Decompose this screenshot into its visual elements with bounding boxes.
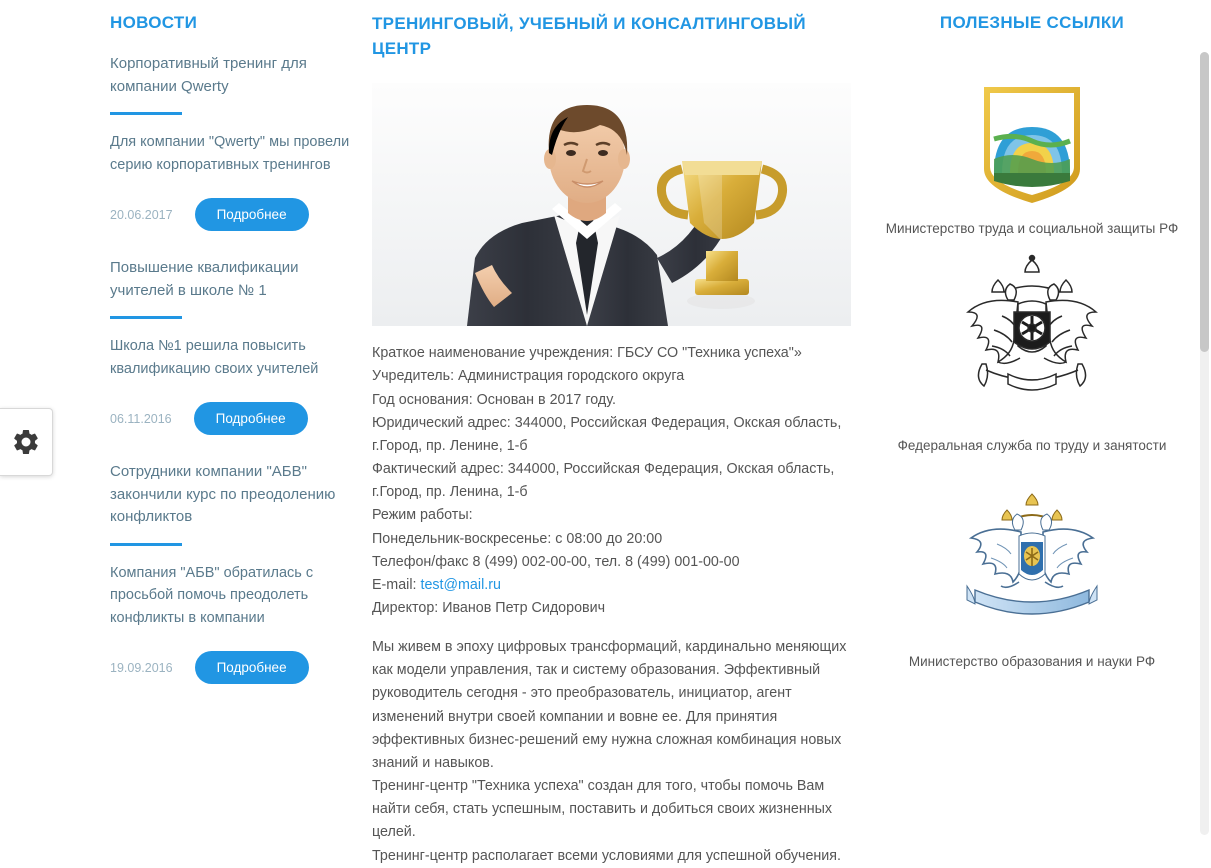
info-line-founded-year: Год основания: Основан в 2017 году. <box>372 391 616 408</box>
minobrnauki-eagle-logo-icon[interactable] <box>957 490 1107 642</box>
news-date: 20.06.2017 <box>110 207 173 222</box>
about-text <box>372 636 864 868</box>
info-line-short-name: Краткое наименование учреждения: ГБСУ СО "Техника успеха"» <box>372 345 802 362</box>
news-more-button[interactable]: Подробнее <box>195 651 309 684</box>
news-column <box>110 4 372 835</box>
news-more-button[interactable]: Подробнее <box>195 198 309 231</box>
news-column-title: НОВОСТИ <box>110 13 198 32</box>
logo-wrapper <box>882 492 1182 642</box>
mintrud-logo-icon[interactable] <box>972 81 1092 209</box>
email-link[interactable]: test@mail.ru <box>420 576 501 593</box>
news-date: 19.09.2016 <box>110 660 173 675</box>
useful-link-item[interactable] <box>882 276 1182 456</box>
news-text: Для компании "Qwerty" мы провели серию корпоративных тренингов <box>110 134 350 173</box>
settings-panel-toggle[interactable] <box>0 408 53 476</box>
info-line-legal-address: Юридический адрес: 344000, Российская Федерация, Окская область, г.Город, пр. Ленине, 1-б <box>372 414 842 454</box>
divider <box>110 112 182 115</box>
useful-link-caption: Министерство труда и социальной защиты РФ <box>885 221 1179 237</box>
gear-icon[interactable] <box>11 427 41 457</box>
news-heading: Корпоративный тренинг для компании Qwerty <box>110 55 307 95</box>
useful-link-item[interactable] <box>882 59 1182 239</box>
news-date: 06.11.2016 <box>110 411 172 426</box>
useful-links-title: ПОЛЕЗНЫЕ ССЫЛКИ <box>939 13 1125 32</box>
hero-image <box>372 83 851 326</box>
info-line-founder: Учредитель: Администрация городского округа <box>372 368 685 385</box>
news-footer <box>110 402 360 435</box>
about-paragraph: Тренинг-центр располагает всеми условиями для успешной обучения. <box>372 847 841 864</box>
news-heading: Повышение квалификации учителей в школе № 1 <box>110 259 299 299</box>
news-text: Компания "АБВ" обратилась с просьбой помочь преодолеть конфликты в компании <box>110 564 314 626</box>
logo-wrapper <box>882 276 1182 426</box>
info-line-actual-address: Фактический адрес: 344000, Российская Федерация, Окская область, г.Город, пр. Ленина, 1-б <box>372 461 835 501</box>
about-paragraph: Мы живем в эпоху цифровых трансформаций, кардинально меняющих как модели управления, так и систему образования. Эффективный руководитель сегодня - это преобразователь, инициатор, агент изменений внутри своей компании и вовне ее. Для принятия эффективных бизнес-решений ему нужна сложная комбинация новых знаний и навыков. <box>372 639 847 771</box>
info-line-email <box>372 574 864 597</box>
organization-info <box>372 342 864 620</box>
news-item <box>110 461 360 684</box>
about-paragraph: Тренинг-центр "Техника успеха" создан для того, чтобы помочь Вам найти себя, стать успешным, поставить и добиться своих жизненных целей. <box>372 778 833 841</box>
news-item <box>110 257 360 435</box>
page-scrollbar[interactable] <box>1200 52 1209 835</box>
divider <box>110 543 182 546</box>
info-line-director: Директор: Иванов Петр Сидорович <box>372 600 606 616</box>
useful-link-caption: Министерство образования и науки РФ <box>908 653 1156 669</box>
info-line-schedule-label: Режим работы: <box>372 507 473 524</box>
main-column <box>372 4 882 864</box>
info-line-phone: Телефон/факс 8 (499) 002-00-00, тел. 8 (499) 001-00-00 <box>372 553 740 570</box>
news-footer <box>110 198 360 231</box>
news-text: Школа №1 решила повысить квалификацию своих учителей <box>110 338 319 377</box>
news-item <box>110 53 360 231</box>
email-label: E-mail: <box>372 576 421 593</box>
rostrud-eagle-logo-icon[interactable] <box>942 254 1122 426</box>
news-more-button[interactable]: Подробнее <box>194 402 308 435</box>
page-scrollbar-thumb[interactable] <box>1200 52 1209 352</box>
page-title: ТРЕНИНГОВЫЙ, УЧЕБНЫЙ И КОНСАЛТИНГОВЫЙ ЦЕНТР <box>372 14 806 58</box>
man-with-trophy-photo <box>372 83 851 326</box>
useful-link-item[interactable] <box>882 492 1182 672</box>
divider <box>110 316 182 319</box>
info-line-schedule-hours: Понедельник-воскресенье: с 08:00 до 20:00 <box>372 530 663 547</box>
logo-wrapper <box>882 59 1182 209</box>
useful-link-caption: Федеральная служба по труду и занятости <box>897 437 1167 453</box>
news-heading: Сотрудники компании "АБВ" закончили курс по преодолению конфликтов <box>110 463 336 526</box>
useful-links-column <box>882 4 1182 835</box>
news-footer <box>110 651 360 684</box>
